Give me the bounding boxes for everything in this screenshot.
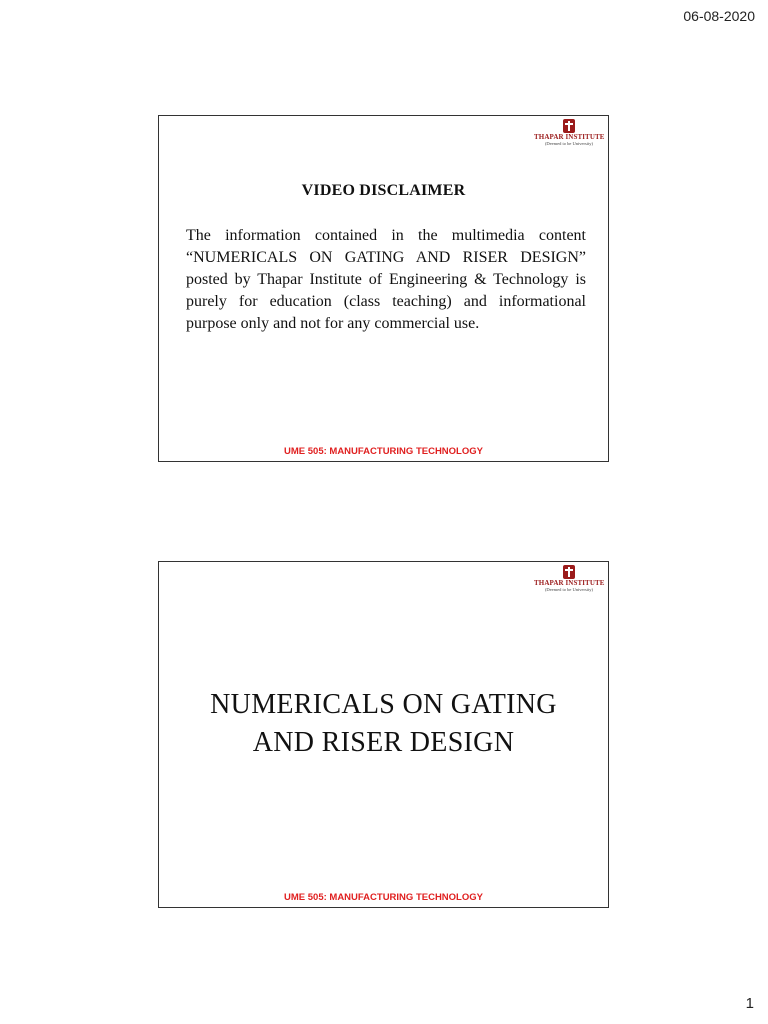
slide-footer: UME 505: MANUFACTURING TECHNOLOGY bbox=[284, 446, 483, 457]
slide-footer: UME 505: MANUFACTURING TECHNOLOGY bbox=[284, 892, 483, 903]
institute-logo bbox=[534, 565, 604, 599]
page-number: 1 bbox=[745, 995, 754, 1012]
slide-title bbox=[158, 561, 609, 908]
logo-name: THAPAR INSTITUTE bbox=[534, 579, 605, 587]
presentation-title bbox=[179, 686, 588, 762]
disclaimer-heading: VIDEO DISCLAIMER bbox=[301, 182, 466, 199]
slide-disclaimer bbox=[158, 115, 609, 462]
institute-logo bbox=[534, 119, 604, 153]
disclaimer-body: The information contained in the multimedia content “NUMERICALS ON GATING AND RISER DESIGN” posted by Thapar Institute of Engineering & Technology is purely for education (class teaching) and informational purpose only and not for any commercial use. bbox=[186, 227, 586, 332]
institute-emblem-icon bbox=[562, 565, 576, 579]
logo-subtitle: (Deemed to be University) bbox=[544, 587, 594, 592]
title-line-2: AND RISER DESIGN bbox=[252, 727, 515, 758]
title-line-1: NUMERICALS ON GATING bbox=[210, 689, 557, 720]
page-date: 06-08-2020 bbox=[683, 8, 755, 24]
institute-emblem-icon bbox=[562, 119, 576, 133]
logo-name: THAPAR INSTITUTE bbox=[534, 133, 605, 141]
logo-subtitle: (Deemed to be University) bbox=[544, 141, 594, 146]
